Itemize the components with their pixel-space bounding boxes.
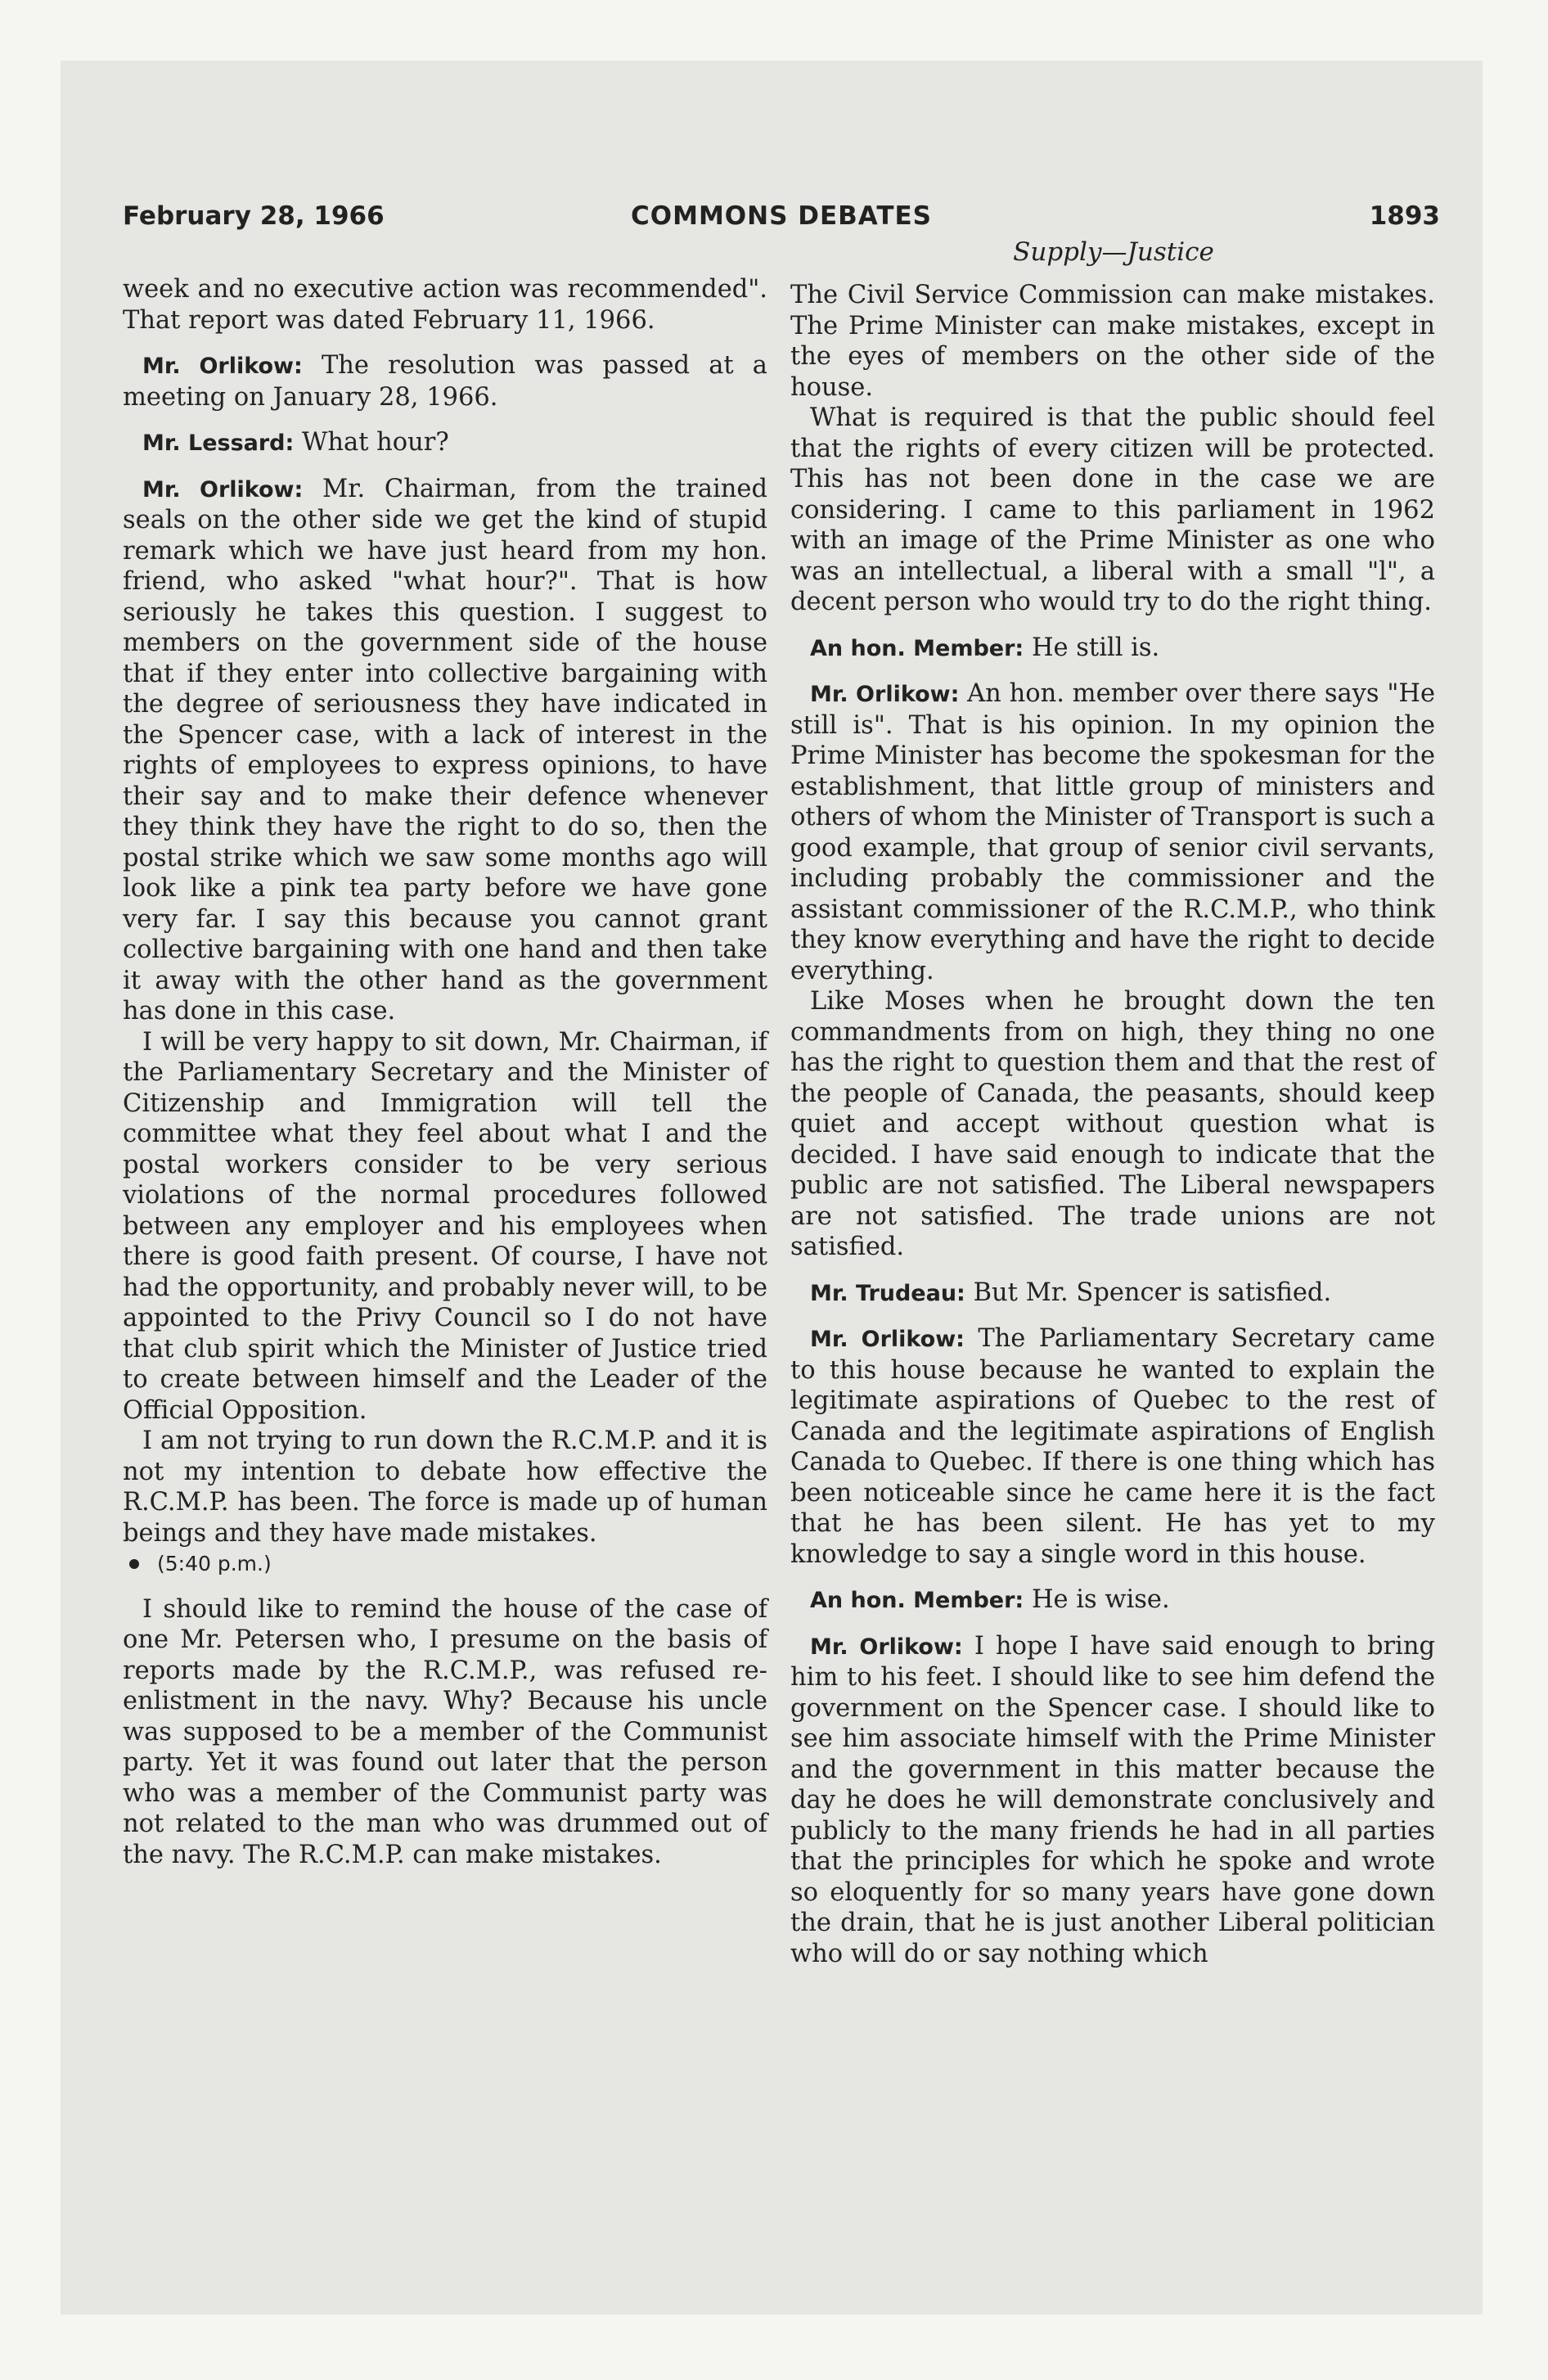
paragraph	[123, 427, 767, 459]
paragraph-text: week and no executive action was recommended". That report was dated February 11, 1966.	[123, 275, 767, 335]
paragraph	[790, 280, 1435, 403]
paragraph-text: He still is.	[1031, 633, 1160, 662]
paragraph-text: I will be very happy to sit down, Mr. Chairman, if the Parliamentary Secretary and the Minister of Citizenship and Immigration will tell the committee what they feel about what I and the postal workers consider to be very serious violations of the normal procedures followed between any employer and his employees when there is good faith present. Of course, I have not had the opportunity, and probably never will, to be appointed to the Privy Council so I do not have that club spirit which the Minister of Justice tried to create between himself and the Leader of the Official Opposition.	[123, 1027, 767, 1425]
paragraph-text: Like Moses when he brought down the ten commandments from on high, they thing no one has the right to question them and that the rest of the people of Canada, the peasants, should keep quiet and accept without question what is decided. I have said enough to indicate that the public are not satisfied. The Liberal newspapers are not satisfied. The trade unions are not satisfied.	[790, 987, 1435, 1261]
paragraph	[790, 403, 1435, 618]
paragraph	[790, 1278, 1435, 1309]
speaker-name: Mr. Lessard:	[142, 430, 295, 456]
paragraph	[790, 1584, 1435, 1616]
paragraph	[790, 1323, 1435, 1570]
paragraph-text: Mr. Chairman, from the trained seals on the other side we get the kind of stupid remark which we have just heard from my hon. friend, who asked "what hour?". That is how seriously he takes this question. I suggest to members on the government side of the house that if they enter into collective bargaining with the degree of seriousness they have indicated in the Spencer case, with a lack of interest in the rights of employees to express opinions, to have their say and to make their defence whenever they think they have the right to do so, then the postal strike which we saw some months ago will look like a pink tea party before we have gone very far. I say this because you cannot grant collective bargaining with one hand and then take it away with the other hand as the government has done in this case.	[123, 474, 767, 1025]
paragraph-text: I am not trying to run down the R.C.M.P. and it is not my intention to debate how effective the R.C.M.P. has been. The force is made up of human beings and they have made mistakes.	[123, 1427, 767, 1548]
section-subheading: Supply—Justice	[1013, 237, 1214, 267]
paragraph	[790, 1631, 1435, 1970]
header-date: February 28, 1966	[123, 201, 385, 231]
paragraph-text: The Parliamentary Secretary came to this house because he wanted to explain the legitimate aspirations of Quebec to the rest of Canada and the legitimate aspirations of English Canada to Quebec. If there is one thing which has been noticeable since he came here it is the fact that he has been silent. He has yet to my knowledge to say a single word in this house.	[790, 1324, 1436, 1569]
paragraph-text: I hope I have said enough to bring him to his feet. I should like to see him defend the government on the Spencer case. I should like to see him associate himself with the Prime Minister and the government in this matter because the day he does he will demonstrate conclusively and publicly to the many friends he had in all parties that the principles for which he spoke and wrote so eloquently for so many years have gone down the drain, that he is just another Liberal politician who will do or say nothing which	[790, 1631, 1435, 1968]
speaker-name: Mr. Orlikow:	[810, 682, 960, 707]
speaker-name: Mr. Orlikow:	[810, 1327, 965, 1352]
paragraph	[123, 1426, 767, 1548]
right-column	[790, 280, 1435, 1969]
speaker-name: Mr. Orlikow:	[810, 1634, 963, 1660]
timestamp	[123, 1548, 767, 1580]
paragraph	[790, 986, 1435, 1263]
paragraph-text: He is wise.	[1031, 1585, 1170, 1614]
speaker-name: An hon. Member:	[810, 1588, 1024, 1613]
paragraph	[123, 1027, 767, 1427]
speaker-name: Mr. Trudeau:	[810, 1280, 965, 1306]
paragraph	[123, 350, 767, 412]
paragraph	[123, 1594, 767, 1871]
paragraph-text: An hon. member over there says "He still is". That is his opinion. In my opinion the Prime Minister has become the spokesman for the establishment, that little group of ministers and others of whom the Minister of Transport is such a good example, that group of senior civil servants, including probably the commissioner and the assistant commissioner of the R.C.M.P., who think they know everything and have the right to decide everything.	[790, 679, 1435, 985]
speaker-name: Mr. Orlikow:	[142, 354, 303, 379]
paragraph-text: But Mr. Spencer is satisfied.	[973, 1278, 1332, 1307]
header-title: COMMONS DEBATES	[631, 201, 932, 231]
timestamp-text: (5:40 p.m.)	[157, 1552, 272, 1575]
paragraph-text: What hour?	[302, 428, 449, 457]
paragraph	[790, 678, 1435, 986]
paragraph	[790, 633, 1435, 665]
header-page-number: 1893	[1369, 201, 1440, 231]
speaker-name: Mr. Orlikow:	[142, 476, 304, 503]
paragraph-text: I should like to remind the house of the case of one Mr. Petersen who, I presume on the basis of reports made by the R.C.M.P., was refused re-enlistment in the navy. Why? Because his uncle was supposed to be a member of the Communist party. Yet it was found out later that the person who was a member of the Communist party was not related to the man who was drummed out of the navy. The R.C.M.P. can make mistakes.	[123, 1594, 767, 1869]
bullet-icon	[129, 1559, 139, 1569]
page-header	[123, 201, 1440, 234]
speaker-name: An hon. Member:	[810, 635, 1024, 661]
paragraph	[123, 274, 767, 336]
paragraph-text: The Civil Service Commission can make mistakes. The Prime Minister can make mistakes, except in the eyes of members on the other side of the house.	[790, 281, 1435, 402]
paragraph-text: What is required is that the public should feel that the rights of every citizen will be protected. This has not been done in the case we are considering. I came to this parliament in 1962 with an image of the Prime Minister as one who was an intellectual, a liberal with a small "l", a decent person who would try to do the right thing.	[790, 403, 1435, 616]
paragraph	[123, 474, 767, 1027]
paragraph-text: The resolution was passed at a meeting on January 28, 1966.	[123, 351, 767, 412]
left-column	[123, 274, 767, 1870]
